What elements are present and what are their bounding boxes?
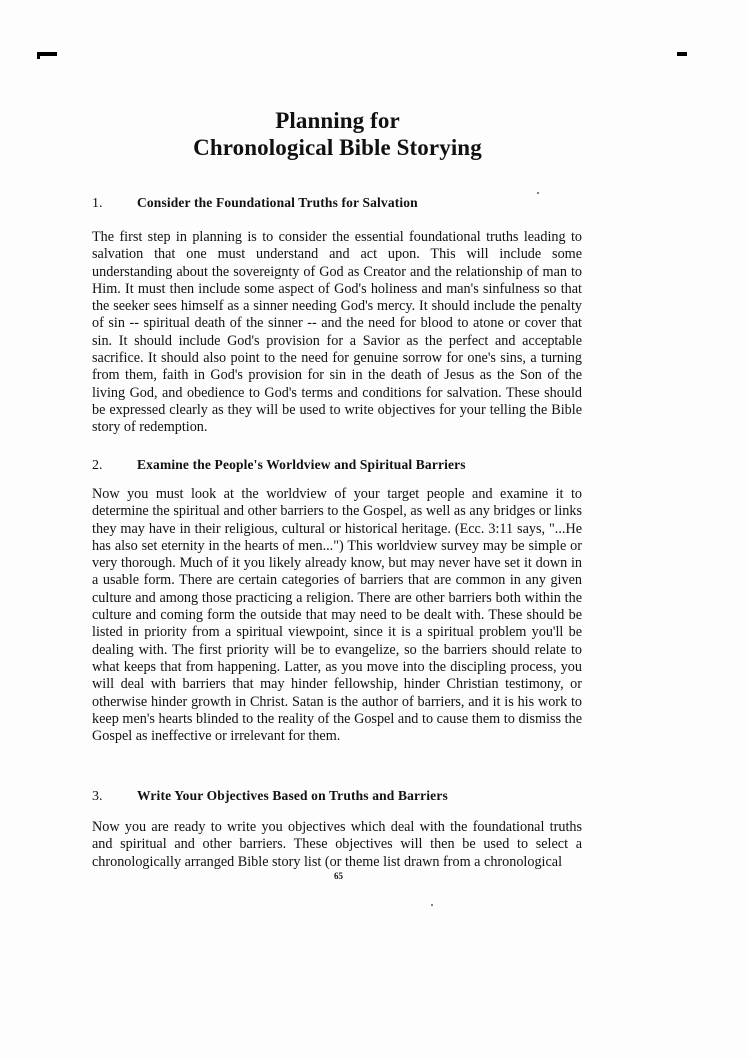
scan-speck — [431, 904, 433, 906]
section-heading-text: Consider the Foundational Truths for Salvation — [137, 195, 418, 210]
crop-mark-left — [37, 52, 57, 56]
section-heading-text: Examine the People's Worldview and Spiritual Barriers — [137, 457, 466, 472]
title-line-2: Chronological Bible Storying — [193, 135, 482, 160]
section-heading-3 — [92, 788, 448, 805]
crop-mark-right — [677, 52, 687, 56]
section-number: 2. — [92, 458, 103, 473]
page-number: 65 — [334, 871, 343, 881]
section-2-paragraph: Now you must look at the worldview of your target people and examine it to determine the spiritual and other barriers to the Gospel, as well as any bridges or links they may have in their religious, cultural or historical heritage. (Ecc. 3:11 says, "...He has also set eternity in the hearts of men...") This worldview survey may be simple or very thorough. Much of it you likely already know, but may never have set it down in a usable form. There are certain categories of barriers that are common in any given culture and among those practicing a religion. There are other barriers both within the culture and coming form the outside that may need to be dealt with. These should be listed in priority from a spiritual viewpoint, since it is a spiritual problem you'll be dealing with. The first priority will be to evangelize, so the barriers should relate to what keeps that from happening. Latter, as you move into the discipling process, you will deal with barriers that may hinder fellowship, hinder Christian testimony, or otherwise hinder growth in Christ. Satan is the author of barriers, and it is his work to keep men's hearts blinded to the reality of the Gospel and to cause them to dismiss the Gospel as ineffective or irrelevant for them. — [92, 486, 582, 745]
title-line-1: Planning for — [275, 108, 400, 133]
page-title — [0, 107, 675, 161]
section-heading-1 — [92, 195, 418, 212]
section-heading-2 — [92, 457, 466, 474]
section-heading-text: Write Your Objectives Based on Truths and Barriers — [137, 788, 448, 803]
section-number: 1. — [92, 196, 103, 211]
section-1-paragraph: The first step in planning is to consider the essential foundational truths leading to salvation that one must understand and act upon. This will include some understanding about the sovereignty of God as Creator and the relationship of man to Him. It must then include some aspect of God's holiness and man's sinfulness so that the seeker sees himself as a sinner needing God's mercy. It should include the penalty of sin -- spiritual death of the sinner -- and the need for blood to atone or cover that sin. It should include God's provision for a Savior as the perfect and acceptable sacrifice. It should also point to the need for genuine sorrow for one's sins, a turning from them, faith in God's provision for sin in the death of Jesus as the Son of the living God, and obedience to God's terms and conditions for salvation. These should be expressed clearly as they will be used to write objectives for your telling the Bible story of redemption. — [92, 229, 582, 436]
section-3-paragraph: Now you are ready to write you objectives which deal with the foundational truths and spiritual and other barriers. These objectives will then be used to select a chronologically arranged Bible story list (or theme list drawn from a chronological — [92, 819, 582, 870]
scan-speck — [537, 192, 539, 194]
section-number: 3. — [92, 789, 103, 804]
